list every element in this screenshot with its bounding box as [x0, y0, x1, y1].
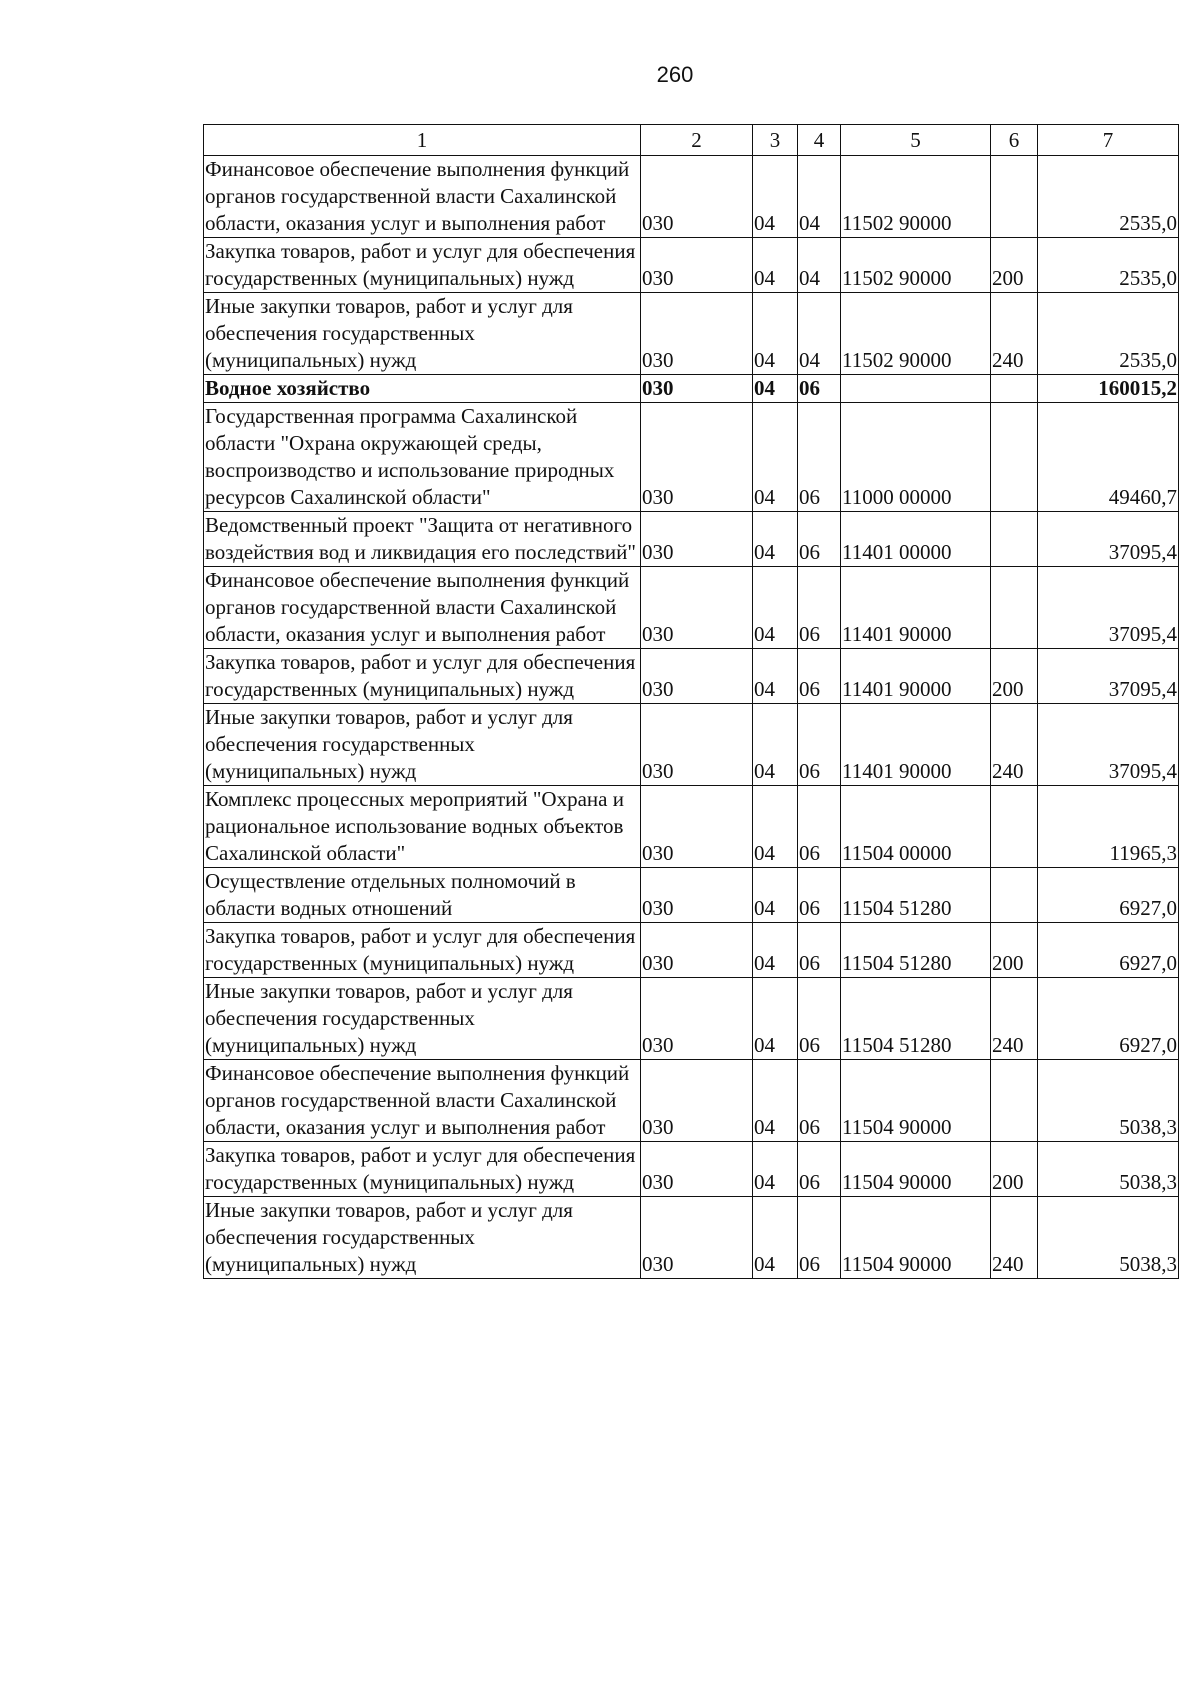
column-header: 4: [798, 125, 841, 156]
table-row: [204, 403, 1179, 512]
table-row: [204, 1197, 1179, 1279]
expense-type-cell: [991, 1060, 1038, 1142]
chapter-cell: 030: [641, 403, 753, 512]
amount-cell: 49460,7: [1038, 403, 1179, 512]
subsection-cell: 06: [798, 868, 841, 923]
row-name-cell: Финансовое обеспечение выполнения функций органов государственной власти Сахалинской области, оказания услуг и выполнения работ: [204, 156, 641, 238]
target-article-cell: 11000 00000: [841, 403, 991, 512]
column-header: 5: [841, 125, 991, 156]
expense-type-cell: 200: [991, 1142, 1038, 1197]
subsection-cell: 06: [798, 786, 841, 868]
table-row: [204, 375, 1179, 403]
chapter-cell: 030: [641, 156, 753, 238]
amount-cell: 11965,3: [1038, 786, 1179, 868]
section-cell: 04: [753, 1142, 798, 1197]
amount-cell: 2535,0: [1038, 156, 1179, 238]
section-cell: 04: [753, 238, 798, 293]
expense-type-cell: 200: [991, 238, 1038, 293]
target-article-cell: 11502 90000: [841, 293, 991, 375]
row-name-cell: Финансовое обеспечение выполнения функций органов государственной власти Сахалинской области, оказания услуг и выполнения работ: [204, 1060, 641, 1142]
subsection-cell: 06: [798, 512, 841, 567]
target-article-cell: 11502 90000: [841, 238, 991, 293]
chapter-cell: 030: [641, 1142, 753, 1197]
subsection-cell: 06: [798, 923, 841, 978]
section-cell: 04: [753, 403, 798, 512]
table-row: [204, 512, 1179, 567]
header-row: [204, 125, 1179, 156]
target-article-cell: 11504 90000: [841, 1197, 991, 1279]
table-row: [204, 923, 1179, 978]
table-row: [204, 978, 1179, 1060]
expense-type-cell: [991, 512, 1038, 567]
subsection-cell: 04: [798, 156, 841, 238]
chapter-cell: 030: [641, 238, 753, 293]
chapter-cell: 030: [641, 375, 753, 403]
table-row: [204, 238, 1179, 293]
row-name-cell: Иные закупки товаров, работ и услуг для обеспечения государственных (муниципальных) нужд: [204, 704, 641, 786]
table-row: [204, 567, 1179, 649]
amount-cell: 160015,2: [1038, 375, 1179, 403]
table-row: [204, 156, 1179, 238]
amount-cell: 37095,4: [1038, 512, 1179, 567]
target-article-cell: [841, 375, 991, 403]
chapter-cell: 030: [641, 868, 753, 923]
expense-type-cell: [991, 375, 1038, 403]
section-cell: 04: [753, 923, 798, 978]
subsection-cell: 06: [798, 375, 841, 403]
table-row: [204, 293, 1179, 375]
target-article-cell: 11401 90000: [841, 567, 991, 649]
table-row: [204, 704, 1179, 786]
chapter-cell: 030: [641, 1197, 753, 1279]
row-name-cell: Комплекс процессных мероприятий "Охрана и рациональное использование водных объектов Сахалинской области": [204, 786, 641, 868]
expense-type-cell: [991, 786, 1038, 868]
row-name-cell: Государственная программа Сахалинской области "Охрана окружающей среды, воспроизводство и использование природных ресурсов Сахалинской области": [204, 403, 641, 512]
column-header: 3: [753, 125, 798, 156]
table-header: [204, 125, 1179, 156]
row-name-cell: Закупка товаров, работ и услуг для обеспечения государственных (муниципальных) нужд: [204, 1142, 641, 1197]
table-row: [204, 868, 1179, 923]
row-name-cell: Ведомственный проект "Защита от негативного воздействия вод и ликвидация его последствий": [204, 512, 641, 567]
table-body: [204, 156, 1179, 1279]
row-name-cell: Иные закупки товаров, работ и услуг для обеспечения государственных (муниципальных) нужд: [204, 978, 641, 1060]
target-article-cell: 11504 00000: [841, 786, 991, 868]
subsection-cell: 06: [798, 567, 841, 649]
table-row: [204, 1142, 1179, 1197]
amount-cell: 5038,3: [1038, 1060, 1179, 1142]
amount-cell: 5038,3: [1038, 1197, 1179, 1279]
target-article-cell: 11504 90000: [841, 1060, 991, 1142]
section-cell: 04: [753, 1197, 798, 1279]
subsection-cell: 06: [798, 649, 841, 704]
expense-type-cell: 240: [991, 1197, 1038, 1279]
amount-cell: 6927,0: [1038, 978, 1179, 1060]
target-article-cell: 11401 90000: [841, 649, 991, 704]
section-cell: 04: [753, 868, 798, 923]
table-row: [204, 649, 1179, 704]
row-name-cell: Иные закупки товаров, работ и услуг для обеспечения государственных (муниципальных) нужд: [204, 1197, 641, 1279]
section-cell: 04: [753, 649, 798, 704]
subsection-cell: 06: [798, 978, 841, 1060]
target-article-cell: 11401 00000: [841, 512, 991, 567]
chapter-cell: 030: [641, 1060, 753, 1142]
expense-type-cell: 240: [991, 293, 1038, 375]
target-article-cell: 11504 51280: [841, 868, 991, 923]
target-article-cell: 11504 51280: [841, 923, 991, 978]
amount-cell: 2535,0: [1038, 293, 1179, 375]
subsection-cell: 04: [798, 293, 841, 375]
chapter-cell: 030: [641, 704, 753, 786]
expense-type-cell: 200: [991, 649, 1038, 704]
table-row: [204, 786, 1179, 868]
subsection-cell: 06: [798, 403, 841, 512]
expense-type-cell: [991, 868, 1038, 923]
table-row: [204, 1060, 1179, 1142]
section-cell: 04: [753, 567, 798, 649]
chapter-cell: 030: [641, 649, 753, 704]
row-name-cell: Иные закупки товаров, работ и услуг для обеспечения государственных (муниципальных) нужд: [204, 293, 641, 375]
target-article-cell: 11502 90000: [841, 156, 991, 238]
chapter-cell: 030: [641, 512, 753, 567]
amount-cell: 37095,4: [1038, 649, 1179, 704]
section-cell: 04: [753, 978, 798, 1060]
amount-cell: 6927,0: [1038, 923, 1179, 978]
section-cell: 04: [753, 375, 798, 403]
column-header: 6: [991, 125, 1038, 156]
page-number: 260: [656, 62, 694, 87]
subsection-cell: 06: [798, 704, 841, 786]
amount-cell: 37095,4: [1038, 704, 1179, 786]
expense-type-cell: 200: [991, 923, 1038, 978]
budget-table: [203, 124, 1179, 1279]
row-name-cell: Водное хозяйство: [204, 375, 641, 403]
target-article-cell: 11504 51280: [841, 978, 991, 1060]
chapter-cell: 030: [641, 567, 753, 649]
section-cell: 04: [753, 156, 798, 238]
expense-type-cell: [991, 403, 1038, 512]
target-article-cell: 11401 90000: [841, 704, 991, 786]
column-header: 1: [204, 125, 641, 156]
section-cell: 04: [753, 786, 798, 868]
expense-type-cell: 240: [991, 978, 1038, 1060]
subsection-cell: 06: [798, 1197, 841, 1279]
section-cell: 04: [753, 512, 798, 567]
target-article-cell: 11504 90000: [841, 1142, 991, 1197]
section-cell: 04: [753, 1060, 798, 1142]
row-name-cell: Закупка товаров, работ и услуг для обеспечения государственных (муниципальных) нужд: [204, 923, 641, 978]
expense-type-cell: 240: [991, 704, 1038, 786]
section-cell: 04: [753, 704, 798, 786]
row-name-cell: Закупка товаров, работ и услуг для обеспечения государственных (муниципальных) нужд: [204, 238, 641, 293]
column-header: 2: [641, 125, 753, 156]
chapter-cell: 030: [641, 923, 753, 978]
amount-cell: 37095,4: [1038, 567, 1179, 649]
row-name-cell: Финансовое обеспечение выполнения функций органов государственной власти Сахалинской области, оказания услуг и выполнения работ: [204, 567, 641, 649]
amount-cell: 5038,3: [1038, 1142, 1179, 1197]
chapter-cell: 030: [641, 978, 753, 1060]
amount-cell: 2535,0: [1038, 238, 1179, 293]
expense-type-cell: [991, 567, 1038, 649]
row-name-cell: Осуществление отдельных полномочий в области водных отношений: [204, 868, 641, 923]
row-name-cell: Закупка товаров, работ и услуг для обеспечения государственных (муниципальных) нужд: [204, 649, 641, 704]
expense-type-cell: [991, 156, 1038, 238]
subsection-cell: 06: [798, 1142, 841, 1197]
subsection-cell: 06: [798, 1060, 841, 1142]
chapter-cell: 030: [641, 786, 753, 868]
subsection-cell: 04: [798, 238, 841, 293]
amount-cell: 6927,0: [1038, 868, 1179, 923]
chapter-cell: 030: [641, 293, 753, 375]
column-header: 7: [1038, 125, 1179, 156]
section-cell: 04: [753, 293, 798, 375]
